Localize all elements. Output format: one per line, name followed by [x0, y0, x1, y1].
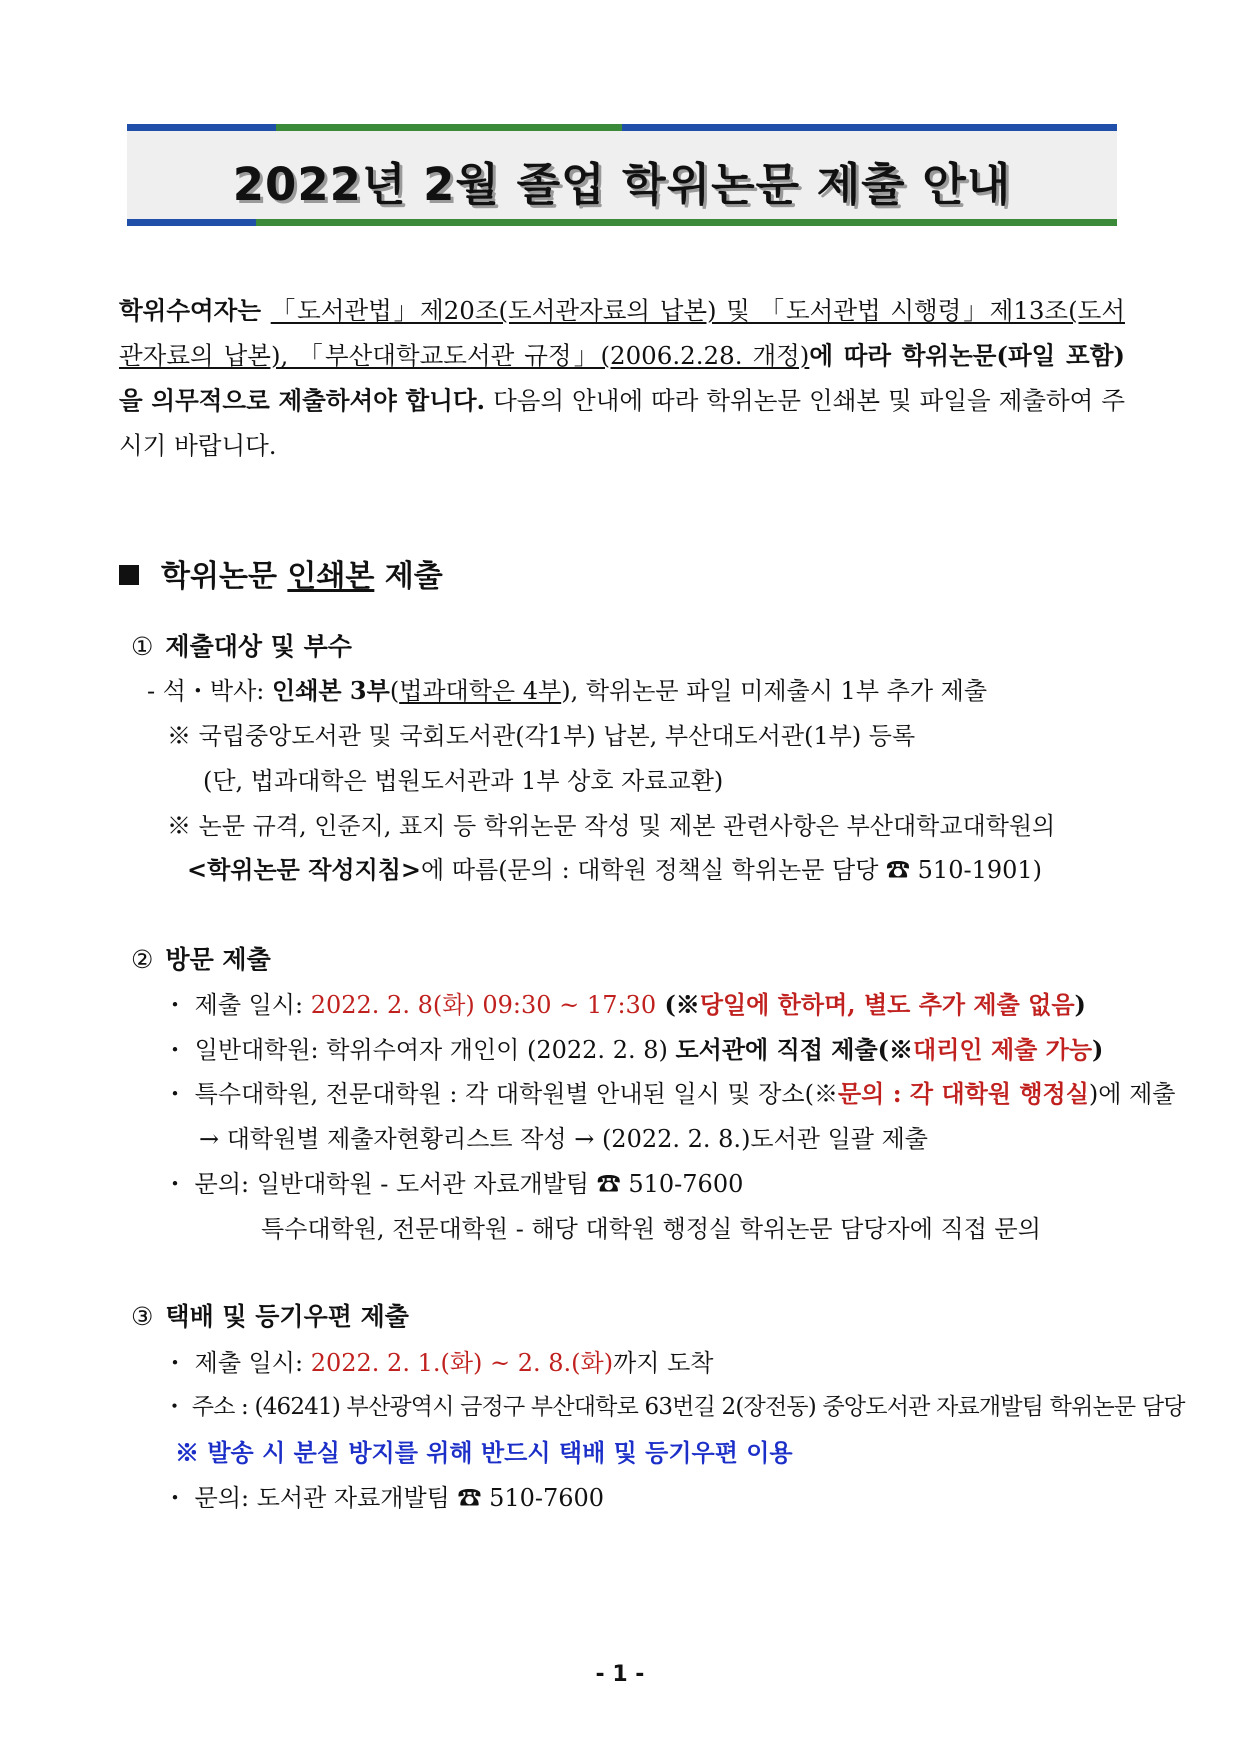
s2-line-3 [163, 1074, 1175, 1109]
s2-l1-a: ・ 제출 일시: [163, 991, 311, 1019]
s2-line-4: → 대학원별 제출자현황리스트 작성 → (2022. 2. 8.)도서관 일괄 제출 [199, 1125, 928, 1153]
s3-l1-a: ・ 제출 일시: [163, 1349, 311, 1377]
subsection-2-title: 방문 제출 [165, 945, 271, 974]
intro-subject: 학위수여자는 [119, 296, 262, 325]
s2-l3-a: ・ 특수대학원, 전문대학원 : 각 대학원별 안내된 일시 및 장소(※ [163, 1080, 838, 1108]
black-square-icon [119, 565, 139, 585]
subsection-1-heading [131, 627, 352, 663]
s1-l1-a: - 석・박사: [147, 677, 273, 705]
s1-line-4: ※ 논문 규격, 인준지, 표지 등 학위논문 작성 및 제본 관련사항은 부산대학교대학원의 [167, 812, 1056, 840]
subsection-1-title: 제출대상 및 부수 [165, 632, 352, 661]
page-title: 2022년 2월 졸업 학위논문 제출 안내 [232, 158, 1012, 211]
banner-top-rule [127, 124, 1117, 131]
s1-line-3: (단, 법과대학은 법원도서관과 1부 상호 자료교환) [203, 767, 724, 795]
s3-line-4: ・ 문의: 도서관 자료개발팀 ☎ 510-7600 [163, 1484, 605, 1512]
s2-line-5: ・ 문의: 일반대학원 - 도서관 자료개발팀 ☎ 510-7600 [163, 1170, 744, 1198]
section-heading-pre: 학위논문 [161, 559, 277, 594]
s2-line-1 [163, 985, 1086, 1020]
intro-instruction: 다음의 안내에 따라 학위논문 인쇄본 및 파일을 제출하여 주시기 바랍니다. [119, 386, 1125, 460]
s2-l1-e: ) [1074, 990, 1086, 1019]
s3-line-2: ・ 주소 : (46241) 부산광역시 금정구 부산대학로 63번길 2(장전동) 중앙도서관 자료개발팀 학위논문 담당 [163, 1394, 1185, 1420]
circled-number-3: ③ [131, 1302, 154, 1331]
s1-line-1 [147, 671, 987, 706]
s2-l2-a: ・ 일반대학원: 학위수여자 개인이 (2022. 2. 8) [163, 1036, 676, 1064]
s2-line-2 [163, 1030, 1103, 1065]
section-heading-post: 제출 [384, 559, 443, 594]
s2-line-6: 특수대학원, 전문대학원 - 해당 대학원 행정실 학위논문 담당자에 직접 문의 [261, 1215, 1041, 1243]
s1-l1-d: 법과대학은 4부 [399, 677, 562, 705]
banner-bottom-rule [127, 219, 1117, 226]
section-heading [119, 551, 443, 595]
circled-number-2: ② [131, 945, 154, 974]
intro-obligation: 에 따라 학위논문(파일 포함)을 의무적으로 제출하셔야 합니다. [119, 341, 1125, 415]
s1-l5-a: <학위논문 작성지침> [187, 855, 422, 884]
s1-l1-e: ), 학위논문 파일 미제출시 1부 추가 제출 [561, 677, 987, 705]
circled-number-1: ① [131, 632, 154, 661]
s2-l2-d: ) [1092, 1035, 1104, 1064]
section-heading-emphasis: 인쇄본 [287, 559, 375, 594]
s3-line-1 [163, 1343, 713, 1378]
s3-l1-b: 2022. 2. 1.(화) ~ 2. 8.(화) [310, 1349, 614, 1377]
s2-l3-b: 문의 : 각 대학원 행정실 [837, 1079, 1089, 1108]
page-number: - 1 - [595, 1662, 645, 1687]
s2-l1-d: 당일에 한하며, 별도 추가 제출 없음 [699, 990, 1075, 1019]
s1-l1-b: 인쇄본 3부 [272, 676, 390, 705]
s3-line-3: ※ 발송 시 분실 방지를 위해 반드시 택배 및 등기우편 이용 [175, 1438, 793, 1467]
s1-line-5 [187, 850, 1042, 885]
subsection-3-title: 택배 및 등기우편 제출 [165, 1302, 409, 1331]
s2-l1-c: (※ [656, 990, 700, 1019]
intro-legal-basis: 「도서관법」제20조(도서관자료의 납본) 및 「도서관법 시행령」제13조(도서관자료의 납본), 「부산대학교도서관 규정」(2006.2.28. 개정) [119, 296, 1125, 370]
s2-l2-b: 도서관에 직접 제출(※ [675, 1035, 914, 1064]
s2-l3-c: )에 제출 [1088, 1080, 1176, 1108]
s2-l2-c: 대리인 제출 가능 [913, 1035, 1093, 1064]
s2-l1-b: 2022. 2. 8(화) 09:30 ~ 17:30 [310, 991, 657, 1019]
s1-l5-b: 에 따름(문의 : 대학원 정책실 학위논문 담당 ☎ 510-1901) [421, 856, 1043, 884]
s1-line-2: ※ 국립중앙도서관 및 국회도서관(각1부) 납본, 부산대도서관(1부) 등록 [167, 722, 916, 750]
s1-l1-c: ( [389, 677, 400, 705]
title-banner [127, 124, 1117, 226]
intro-paragraph [119, 288, 1125, 468]
s3-l1-c: 까지 도착 [613, 1349, 714, 1377]
subsection-2-heading [131, 940, 271, 976]
subsection-3-heading [131, 1297, 409, 1333]
